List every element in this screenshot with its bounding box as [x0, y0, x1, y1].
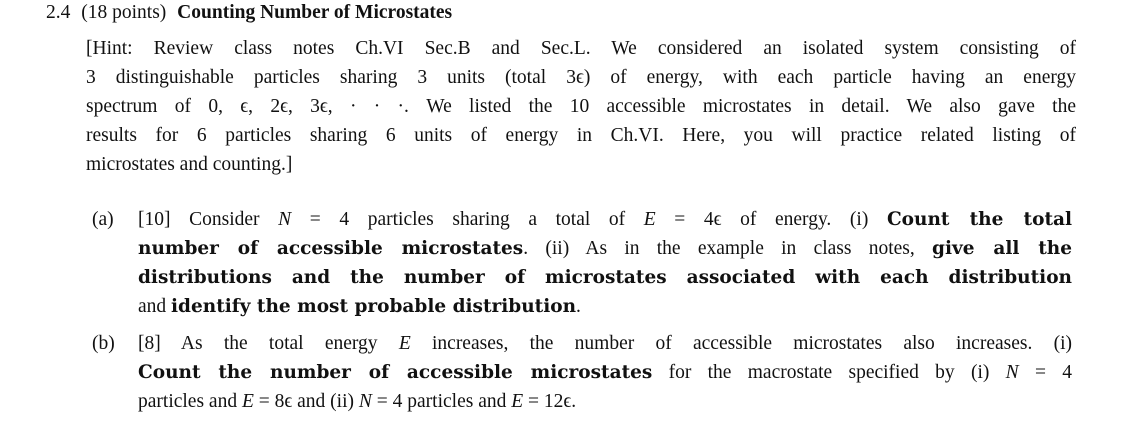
text-run: [8] As the total energy [138, 333, 399, 354]
problem-heading [46, 2, 452, 24]
text-run: and [138, 296, 172, 317]
part-a-line [138, 205, 1072, 234]
math-var: N [278, 209, 292, 230]
part-a-line [138, 292, 1072, 321]
hint-line: 3 distinguishable particles sharing 3 units (total 3ϵ) of energy, with each particle having an energy [86, 67, 1076, 88]
hint-line: spectrum of 0, ϵ, 2ϵ, 3ϵ, · · ·. We listed the 10 accessible microstates in detail. We also gave the [86, 96, 1076, 117]
text-run: [10] Consider [138, 209, 279, 230]
text-run: for the macrostate specified by (i) [652, 362, 1006, 383]
math-var: E [643, 209, 656, 230]
text-run: = 4 [1018, 362, 1073, 383]
math-var: E [398, 333, 411, 354]
part-b [92, 329, 1072, 419]
text-run: = 12ϵ. [523, 391, 577, 412]
text-run: = 4 particles sharing a total of [291, 209, 644, 230]
text-run: particles and [138, 391, 242, 412]
problem-title: Counting Number of Microstates [177, 2, 453, 23]
hint-line: [Hint: Review class notes Ch.VI Sec.B and Sec.L. We considered an isolated system consisting of [86, 38, 1076, 59]
hint-line: microstates and counting.] [86, 154, 293, 175]
part-a-label: (a) [92, 209, 114, 230]
part-b-line [138, 358, 1072, 387]
problem-number: 2.4 [46, 2, 71, 23]
text-run: . [576, 296, 581, 317]
text-run: . (ii) As in the example in class notes, [523, 238, 933, 259]
part-b-line [138, 329, 1072, 358]
math-var: N [1005, 362, 1019, 383]
bold-run: identify the most probable distribution [171, 296, 577, 317]
problem-points: (18 points) [81, 2, 167, 23]
math-var: N [358, 391, 372, 412]
math-var: E [241, 391, 254, 412]
text-run: = 8ϵ and (ii) [253, 391, 359, 412]
text-run: = 4ϵ of energy. (i) [655, 209, 887, 230]
bold-run: give all the [932, 238, 1072, 259]
hint-line: results for 6 particles sharing 6 units of energy in Ch.VI. Here, you will practice related listing of [86, 125, 1076, 146]
part-b-label: (b) [92, 333, 115, 354]
bold-run: distributions and the number of microstates associated with each distribution [138, 267, 1072, 288]
text-run: = 4 particles and [371, 391, 512, 412]
hint-paragraph [86, 34, 1076, 179]
part-b-line [138, 387, 1072, 416]
math-var: E [511, 391, 524, 412]
text-run: increases, the number of accessible microstates also increases. (i) [410, 333, 1073, 354]
part-a-line [138, 234, 1072, 263]
part-a-line [138, 263, 1072, 292]
bold-run: Count the total [886, 209, 1073, 230]
bold-run: number of accessible microstates [138, 238, 524, 259]
part-a [92, 205, 1072, 325]
bold-run: Count the number of accessible microstates [138, 362, 653, 383]
part-b-text [138, 329, 1072, 416]
part-a-text [138, 205, 1072, 321]
